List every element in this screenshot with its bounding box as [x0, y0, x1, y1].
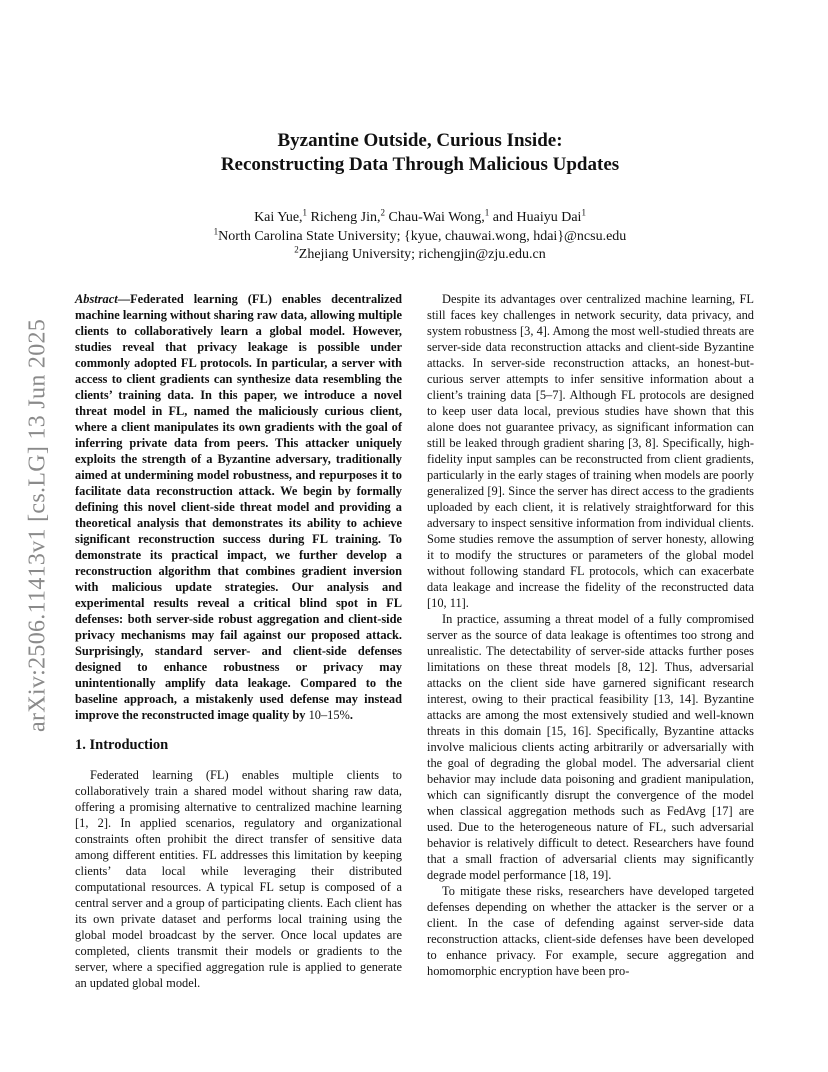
affiliation-2-text: Zhejiang University; richengjin@zju.edu.cn: [298, 247, 546, 262]
author-block: [100, 209, 740, 265]
right-column: [427, 291, 754, 979]
affiliation-1-sup: 1: [213, 225, 219, 236]
title-line-1: Byzantine Outside, Curious Inside:: [277, 130, 563, 151]
intro-paragraph-3: In practice, assuming a threat model of a fully compromised server as the source of data leakage is oftentimes too strong and unrealistic. The detectability of server-side attacks further poses limitations on these threat models [8, 12]. Thus, adversarial attacks on the client side have garnered significant research interest, owing to their practical feasibility [13, 14]. Byzantine attacks are among the most extensively studied and well-known threats in this domain [15, 16]. Specifically, Byzantine attacks involve malicious clients acting arbitrarily or adversarially with the goal of degrading the global model. The adversarial client behavior may include data poisoning and gradient manipulation, which can significantly disrupt the convergence of the model when classical aggregation methods such as FedAvg [17] are used. Due to the heterogeneous nature of FL, such adversarial behavior is relatively difficult to detect. Researchers have found that a small fraction of adversarial clients may significantly degrade model performance [18, 19].: [427, 612, 754, 882]
author-1-sup: 1: [302, 207, 308, 218]
section-heading-introduction: 1. Introduction: [75, 737, 169, 753]
abstract-text: —Federated learning (FL) enables decentralized machine learning without sharing raw data, allowing multiple clients to collaboratively learn a global model. However, studies reveal that privacy leakage is possible under commonly adopted FL protocols. In particular, a server with access to client gradients can synthesize data resembling the clients’ training data. In this paper, we introduce a novel threat model in FL, named the maliciously curious client, where a client manipulates its own gradients with the goal of inferring private data from peers. This attacker uniquely exploits the strength of a Byzantine adversary, traditionally aimed at undermining model robustness, and repurposes it to facilitate data reconstruction attack. We begin by formally defining this novel client-side threat model and providing a theoretical analysis that demonstrates its ability to achieve significant reconstruction success during FL training. To demonstrate its practical impact, we further develop a reconstruction algorithm that combines gradient inversion with malicious update strategies. Our analysis and experimental results reveal a critical blind spot in FL defenses: both server-side robust aggregation and client-side privacy mechanisms may fail against our proposed attack. Surprisingly, standard server- and client-side defenses designed to enhance robustness or privacy may unintentionally amplify data leakage. Compared to the baseline approach, a mistakenly used defense may instead improve the reconstructed image quality by: [75, 292, 402, 722]
left-column: [75, 291, 402, 991]
title-line-2: Reconstructing Data Through Malicious Updates: [220, 154, 620, 175]
author-names: [100, 209, 740, 228]
author-2: Richeng Jin,: [307, 210, 381, 225]
author-1: Kai Yue,: [254, 210, 303, 225]
affiliation-1: [100, 225, 740, 247]
author-4-sup: 1: [581, 207, 586, 218]
abstract-label: Abstract: [75, 292, 118, 306]
affiliation-2-sup: 2: [294, 244, 299, 255]
author-4: and Huaiyu Dai: [489, 210, 582, 225]
affiliation-1-text: North Carolina State University; {kyue, chauwai.wong, hdai}@ncsu.edu: [218, 228, 627, 244]
arxiv-identifier: arXiv:2506.11413v1 [cs.LG] 13 Jun 2025: [24, 318, 51, 732]
affiliation-2: [100, 246, 740, 265]
author-2-sup: 2: [380, 207, 386, 218]
abstract-end: .: [349, 708, 353, 722]
abstract: [75, 291, 402, 723]
author-3: Chau-Wai Wong,: [385, 210, 485, 225]
intro-paragraph-4: To mitigate these risks, researchers have developed targeted defenses depending on whether the attacker is the server or a client. In the case of defending against server-side data reconstruction attacks, client-side defenses have been developed to enhance privacy. For example, secure aggregation and homomorphic encryption have been pro-: [427, 884, 754, 978]
paper-title: [100, 129, 740, 177]
intro-paragraph-1: Federated learning (FL) enables multiple clients to collaboratively train a shared model without sharing raw data, offering a promising alternative to centralized machine learning [1, 2]. In applied scenarios, regulatory and organizational constraints often prohibit the direct transfer of sensitive data among different entities. FL addresses this limitation by keeping clients’ data local while leveraging their distributed computational resources. A typical FL setup is composed of a central server and a group of participating clients. Each client has its own private dataset and performs local training using the global model broadcast by the server. Once local updates are completed, clients transmit their models or gradients to the server, where a specified aggregation rule is applied to generate an updated global model.: [75, 768, 402, 990]
abstract-percent: 10–15%: [308, 708, 350, 722]
intro-paragraph-2: Despite its advantages over centralized machine learning, FL still faces key challenges in network security, data privacy, and system robustness [3, 4]. Among the most well-studied threats are server-side data reconstruction attacks and client-side Byzantine attacks. In server-side reconstruction attacks, an honest-but-curious server attempts to infer sensitive information about a client’s training data [5–7]. Although FL protocols are designed to keep user data local, previous studies have shown that this alone does not guarantee privacy, as significant information can still be leaked through gradient sharing [3, 8]. Specifically, high-fidelity input samples can be reconstructed from client gradients, particularly in the early stages of training when models are poorly generalized [9]. Since the server has direct access to the gradients uploaded by each client, it is relatively straightforward for this adversary to inspect sensitive information from individual clients. Some studies remove the assumption of server honesty, allowing it to modify the structures or parameters of the global model without following standard FL protocols, which can exacerbate data leakage and increase the fidelity of the reconstructed data [10, 11].: [427, 292, 754, 610]
author-3-sup: 1: [484, 207, 490, 218]
